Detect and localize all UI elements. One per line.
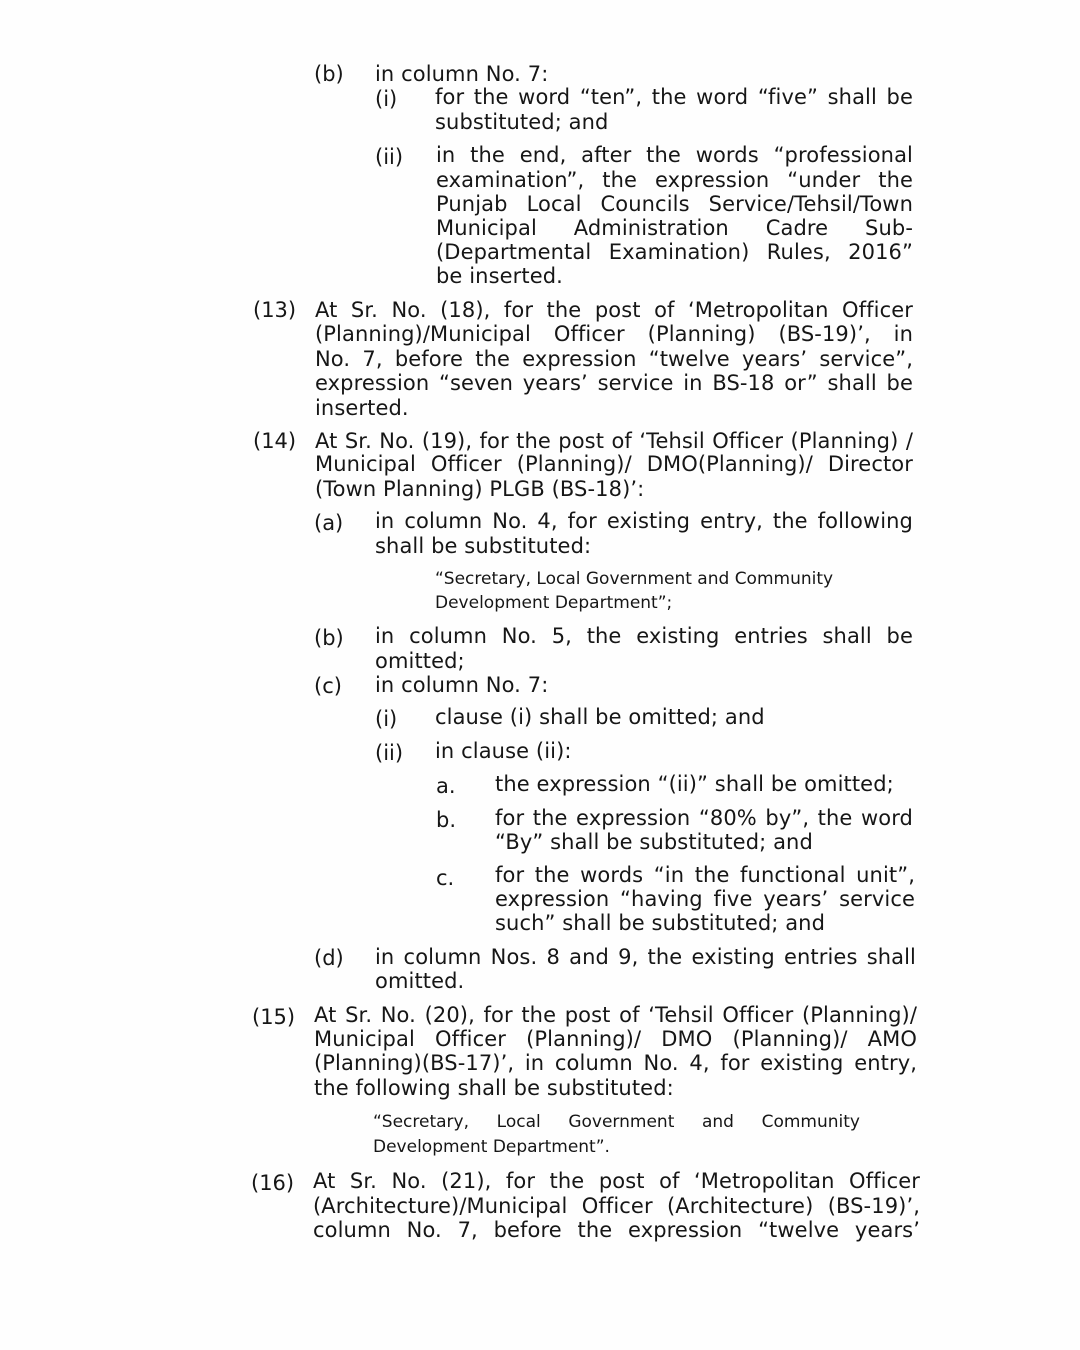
text-line: Punjab Local Councils Service/Tehsil/Town xyxy=(436,192,913,216)
text-line: (Town Planning) PLGB (BS-18)’: xyxy=(315,477,645,501)
text-line: (Departmental Examination) Rules, 2016” xyxy=(436,240,913,264)
quoted-text: Development Department”. xyxy=(373,1137,610,1157)
clause-heading: in column No. 7: xyxy=(375,673,549,697)
item-number: (15) xyxy=(252,1005,296,1029)
text-line: At Sr. No. (20), for the post of ‘Tehsil Officer (Planning)/ xyxy=(314,1003,917,1027)
text-line: for the expression “80% by”, the word xyxy=(495,806,913,830)
text-line: At Sr. No. (19), for the post of ‘Tehsil Officer (Planning) / xyxy=(315,429,913,453)
text-line: the expression “(ii)” shall be omitted; xyxy=(495,772,894,796)
text-line: substituted; and xyxy=(435,110,609,134)
text-line: omitted; xyxy=(375,649,465,673)
text-line: in column No. 5, the existing entries shall be xyxy=(375,624,913,648)
text-line: (Planning)(BS-17)’, in column No. 4, for existing entry, xyxy=(314,1051,917,1075)
quoted-text: “Secretary, Local Government and Community xyxy=(435,569,834,589)
text-line: in column No. 4, for existing entry, the following xyxy=(375,509,913,533)
text-line: in the end, after the words “professional xyxy=(436,143,913,167)
text-line: inserted. xyxy=(315,396,409,420)
text-line: At Sr. No. (18), for the post of ‘Metropolitan Officer xyxy=(315,298,913,322)
list-marker: b. xyxy=(436,808,457,832)
text-line: No. 7, before the expression “twelve years’ service”, xyxy=(315,347,913,371)
text-line: “By” shall be substituted; and xyxy=(495,830,813,854)
text-line: expression “seven years’ service in BS-18 or” shall be xyxy=(315,371,913,395)
clause-label: (d) xyxy=(314,946,344,970)
clause-heading: in column No. 7: xyxy=(375,62,549,86)
text-line: Municipal Officer (Planning)/ DMO(Planning)/ Director xyxy=(315,452,913,476)
subclause-label: (ii) xyxy=(375,741,404,765)
list-marker: a. xyxy=(436,774,456,798)
text-line: Municipal Administration Cadre Sub- xyxy=(436,216,913,240)
clause-label: (b) xyxy=(314,62,344,86)
list-marker: c. xyxy=(436,866,455,890)
text-line: At Sr. No. (21), for the post of ‘Metropolitan Officer xyxy=(313,1169,920,1193)
text-line: (Architecture)/Municipal Officer (Architecture) (BS-19)’, xyxy=(313,1194,920,1218)
item-number: (14) xyxy=(253,429,297,453)
clause-label: (b) xyxy=(314,626,344,650)
text-line: expression “having five years’ service xyxy=(495,887,915,911)
clause-label: (a) xyxy=(314,511,344,535)
text-line: omitted. xyxy=(375,969,465,993)
text-line: the following shall be substituted: xyxy=(314,1076,674,1100)
text-line: for the words “in the functional unit”, xyxy=(495,863,915,887)
text-line: shall be substituted: xyxy=(375,534,592,558)
text-line: Municipal Officer (Planning)/ DMO (Planning)/ AMO xyxy=(314,1027,917,1051)
quoted-text: “Secretary, Local Government and Community xyxy=(373,1112,860,1132)
quoted-text: Development Department”; xyxy=(435,593,673,613)
subclause-label: (ii) xyxy=(375,145,404,169)
text-line: column No. 7, before the expression “twelve years’ xyxy=(313,1218,920,1242)
text-line: be inserted. xyxy=(436,264,563,288)
item-number: (13) xyxy=(253,298,297,322)
clause-label: (c) xyxy=(314,674,342,698)
text-line: such” shall be substituted; and xyxy=(495,911,826,935)
item-number: (16) xyxy=(251,1171,295,1195)
text-line: clause (i) shall be omitted; and xyxy=(435,705,765,729)
text-line: for the word “ten”, the word “five” shall be xyxy=(435,85,913,109)
subclause-label: (i) xyxy=(375,87,398,111)
subclause-label: (i) xyxy=(375,707,398,731)
text-line: (Planning)/Municipal Officer (Planning) (BS-19)’, in xyxy=(315,322,913,346)
text-line: in column Nos. 8 and 9, the existing entries shall xyxy=(375,945,916,969)
text-line: in clause (ii): xyxy=(435,739,572,763)
text-line: examination”, the expression “under the xyxy=(436,168,913,192)
